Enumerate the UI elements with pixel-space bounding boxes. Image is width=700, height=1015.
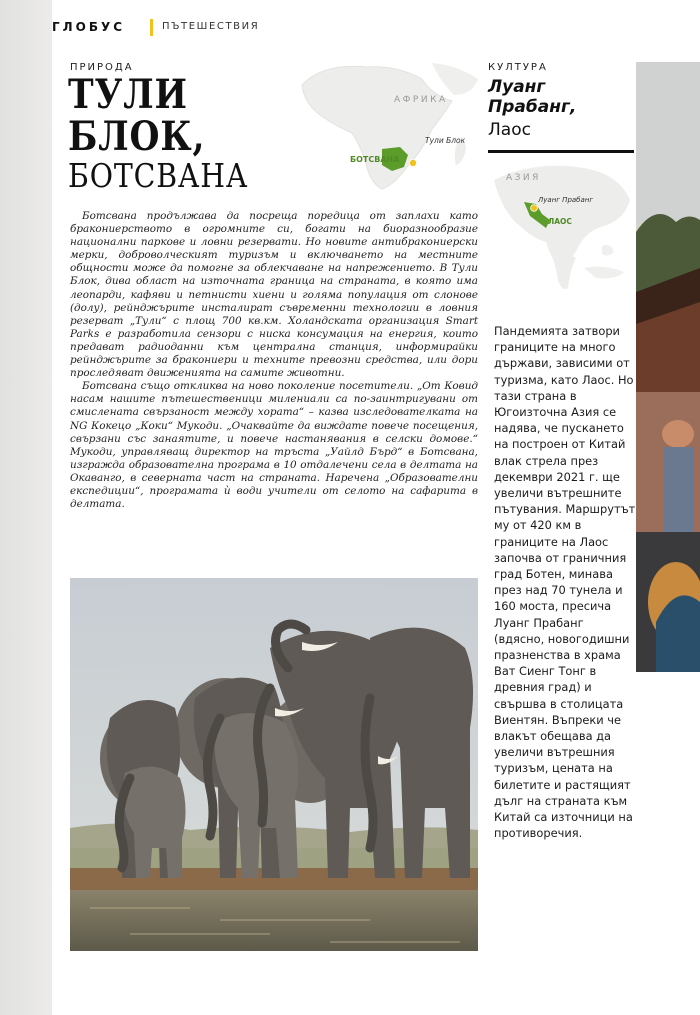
right-title-rule — [488, 150, 634, 153]
asia-locator-map — [484, 160, 634, 300]
left-title-line-1: ТУЛИ — [68, 71, 188, 118]
right-title — [488, 77, 576, 117]
left-title-main — [68, 71, 206, 160]
elephants-photo — [70, 578, 478, 951]
map-country-label: БОТСВАНА — [350, 155, 400, 164]
asia-country-label: ЛАОС — [548, 217, 572, 226]
right-article-body: Пандемията затвори границите на много държави, зависими от туризма, като Лаос. Но тази страна в Югоизточна Азия се надява, че пускането на построен от Китай влак стрела през декември 2021 г. ще увеличи вътрешните пътувания. Маршрутът му от 420 км в границите на Лаос започва от граничния град Ботен, минава през над 70 тунела и 160 моста, пресича Луанг Прабанг (вдясно, новогодишни празненства в храма Ват Сиенг Тонг в древния град) и свършва в столицата Виентян. Въпреки че влакът обещава да увеличи вътрешния туризъм, цената на билетите и растящият дълг на страната към Китай са източници на противоречия. — [494, 324, 636, 841]
right-title-line-2: Прабанг, — [488, 97, 577, 117]
africa-landmass — [302, 66, 452, 189]
arabia-landmass — [432, 63, 478, 95]
left-title-line-3: БОТСВАНА — [68, 156, 249, 195]
luang-prabang-photo — [636, 62, 700, 672]
magazine-name: ГЛОБУС — [52, 20, 126, 34]
map-place-label: Тули Блок — [425, 136, 466, 145]
asia-region-label: АЗИЯ — [506, 173, 541, 183]
africa-locator-map — [282, 55, 482, 195]
magazine-page — [52, 0, 700, 1015]
section-name: ПЪТЕШЕСТВИЯ — [162, 21, 260, 32]
right-title-line-1: Луанг — [488, 77, 546, 97]
left-article-body — [70, 210, 478, 511]
right-kicker: КУЛТУРА — [488, 62, 548, 73]
luang-prabang-marker — [531, 205, 538, 212]
header-accent-bar — [150, 19, 153, 36]
left-title-line-2: БЛОК, — [68, 113, 206, 160]
tuli-block-marker — [409, 159, 416, 166]
page-gutter — [0, 0, 52, 1015]
body-paragraph-2: Ботсвана също откликва на ново поколение посетители. „От Ковид насам нашите пътешественици милениали са по-заинтригувани от смислената свързаност между хората“ – казва изследователката на NG Кокецо „Коки“ Мукоди. „Очаквайте да виждате повече посещения, свързани със занаятите, и повече настанявания в селски домове.“ Мукоди, управляващ директор на тръста „Уайлд Бърд“ в Ботсвана, изгражда образователна програма в 10 отдалечени села в делтата на Окаванго, в северната част на страната. Наречена „Образователни експедиции“, програмата ѝ води учители от селото на сафарита в делтата. — [70, 380, 478, 511]
page-header — [52, 18, 452, 40]
map-region-label: АФРИКА — [394, 95, 448, 105]
right-subtitle: Лаос — [488, 120, 531, 140]
left-kicker: ПРИРОДА — [70, 62, 134, 73]
body-paragraph-1: Ботсвана продължава да посреща поредица от заплахи като бракониерството в огромните си, богати на биоразнообразие национални паркове и ловни резервати. Но новите антибракониерски мерки, доброволческият туризъм и включването на местните общности може да помогне за облекчаване на напрежението. В Тули Блок, дива област на източната граница на страната, в която има леопарди, кафяви и петнисти хиени и голяма популация от слонове (долу), рейнджърите инсталират съвременни технологии в ловния резерват „Тули“ с площ 700 кв.км. Холандската организация Smart Parks е разработила сензори с ниска консумация на енергия, които предават радиоданни към централна станция, информирайки рейнджърите за бракониери и техните превозни средства, или дори проследяват движенията на самите животни. — [70, 210, 478, 380]
islands-landmass — [584, 245, 624, 279]
asia-place-label: Луанг Прабанг — [538, 196, 594, 204]
